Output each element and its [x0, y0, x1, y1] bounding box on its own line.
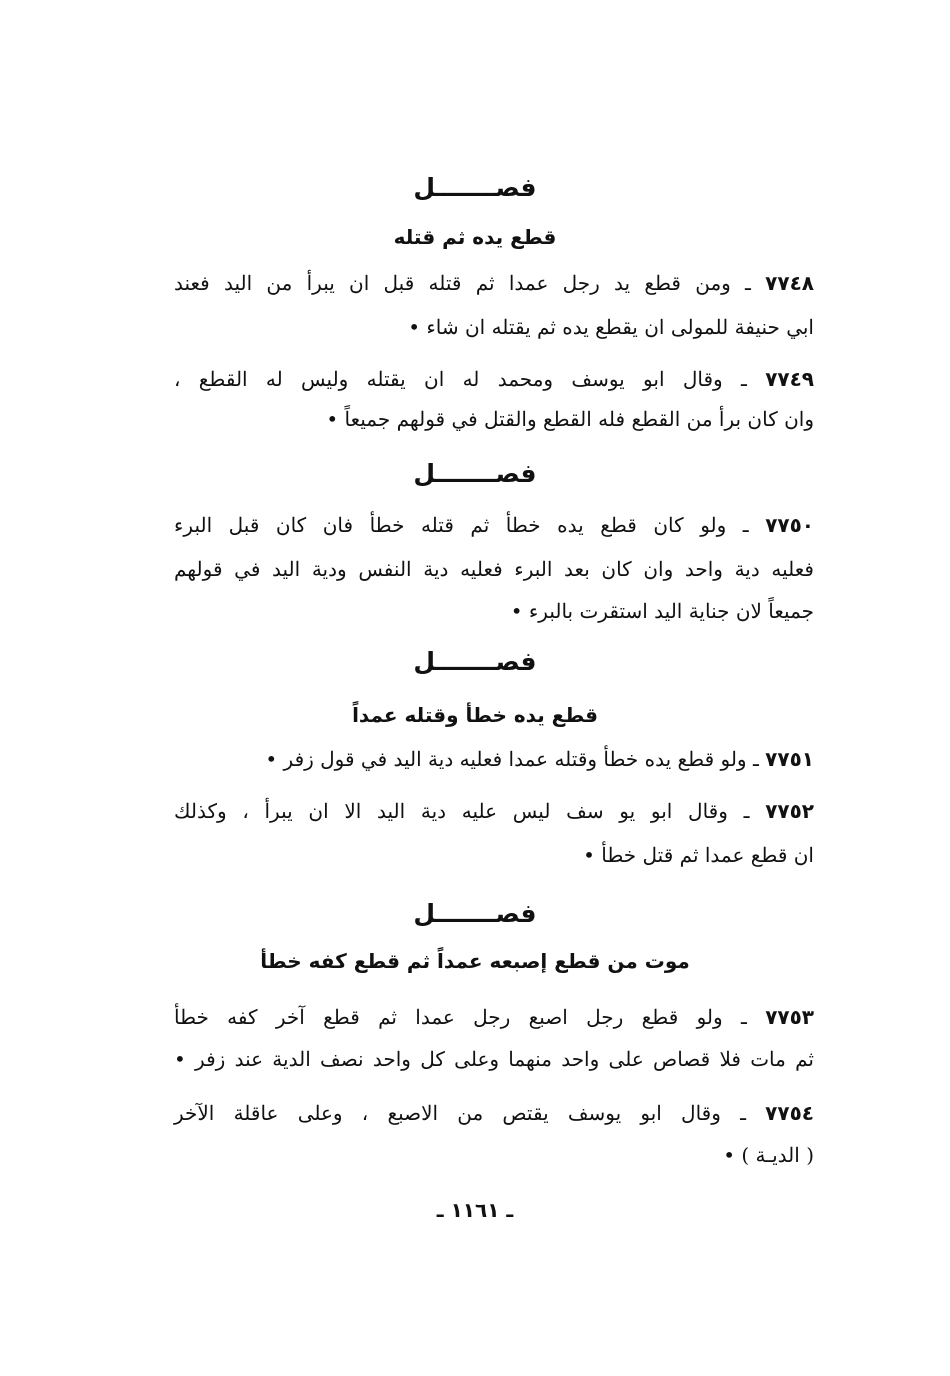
paragraph-line: وان كان برأ من القطع فله القطع والقتل في قولهم جميعاً •: [326, 407, 814, 431]
paragraph-line: ان قطع عمدا ثم قتل خطأ •: [583, 843, 814, 867]
paragraph-line: [174, 364, 814, 394]
paragraph-line: [174, 268, 814, 298]
paragraph-number: ٧٧٥١: [765, 747, 814, 771]
paragraph-line: جميعاً لان جناية اليد استقرت بالبرء •: [510, 599, 814, 623]
section-subtitle: قطع يده خطأ وقتله عمداً: [352, 703, 598, 727]
section-heading: فصـــــــل: [413, 459, 537, 488]
paragraph-line: [174, 1002, 814, 1032]
section-heading: فصـــــــل: [413, 647, 537, 676]
paragraph-number: ٧٧٥٣: [765, 1005, 815, 1029]
paragraph-text: ـ ولو قطع يده خطأ وقتله عمدا فعليه دية اليد في قول زفر •: [265, 747, 759, 771]
paragraph-number: ٧٧٥٤: [765, 1101, 814, 1125]
paragraph-line: [174, 1098, 814, 1128]
section-subtitle: قطع يده ثم قتله: [393, 225, 557, 249]
paragraph-text: ـ وقال ابو يوسف يقتص من الاصبع ، وعلى عاقلة الآخر: [174, 1101, 746, 1125]
paragraph-text: ـ ولو قطع رجل اصبع رجل عمدا ثم قطع آخر كفه خطأ: [174, 1005, 747, 1029]
section-heading: فصـــــــل: [413, 173, 537, 202]
paragraph-text: ـ وقال ابو يو سف ليس عليه دية اليد الا ان يبرأ ، وكذلك: [174, 799, 750, 823]
paragraph-number: ٧٧٤٨: [765, 271, 814, 295]
paragraph-number: ٧٧٥٠: [765, 513, 815, 537]
paragraph-text: ـ وقال ابو يوسف ومحمد له ان يقتله وليس له القطع ،: [174, 367, 747, 391]
section-subtitle: موت من قطع إصبعه عمداً ثم قطع كفه خطأ: [260, 949, 690, 973]
paragraph-text: ـ ولو كان قطع يده خطأ ثم قتله خطأ فان كان قبل البرء: [174, 513, 749, 537]
paragraph-line: ابي حنيفة للمولى ان يقطع يده ثم يقتله ان شاء •: [408, 315, 814, 339]
paragraph-number: ٧٧٥٢: [765, 799, 815, 823]
paragraph-line: [174, 510, 814, 540]
paragraph-line: [174, 796, 814, 826]
paragraph-line: ( الديـة ) •: [723, 1143, 814, 1167]
paragraph-line: ثم مات فلا قصاص على واحد منهما وعلى كل واحد نصف الدية عند زفر •: [174, 1047, 814, 1071]
page-number: ـ ١١٦١ ـ: [436, 1198, 514, 1222]
paragraph-number: ٧٧٤٩: [765, 367, 815, 391]
paragraph-text: ـ ومن قطع يد رجل عمدا ثم قتله قبل ان يبرأ من اليد فعند: [174, 271, 751, 295]
paragraph-line: فعليه دية واحد وان كان بعد البرء فعليه دية النفس ودية اليد في قولهم: [174, 557, 814, 581]
paragraph-line: [174, 744, 814, 774]
section-heading: فصـــــــل: [413, 899, 537, 928]
